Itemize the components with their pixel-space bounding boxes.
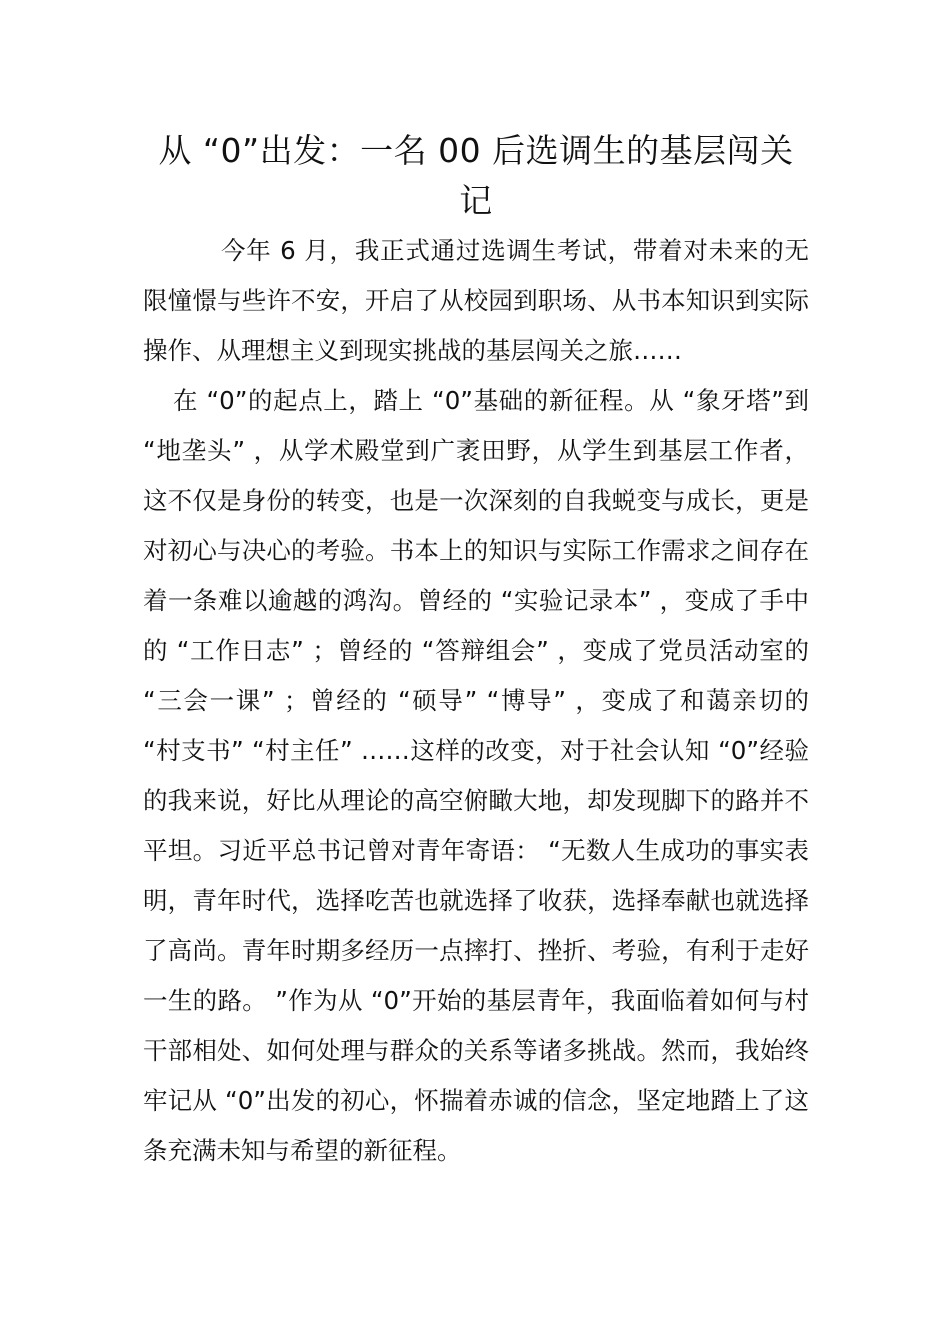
paragraph-intro: 今年 6 月，我正式通过选调生考试，带着对未来的无限憧憬与些许不安，开启了从校园到职场、从书本知识到实际操作、从理想主义到现实挑战的基层闯关之旅…… [143, 236, 809, 365]
document-title: 从 “0”出发：一名 00 后选调生的基层闯关记 [158, 131, 794, 220]
document-page [143, 126, 809, 1176]
paragraph-body: 在 “0”的起点上，踏上 “0”基础的新征程。从 “象牙塔”到 “地垄头” ，从学术殿堂到广袤田野，从学生到基层工作者，这不仅是身份的转变，也是一次深刻的自我蜕变与成长，更是对初心与决心的考验。书本上的知识与实际工作需求之间存在着一条难以逾越的鸿沟。曾经的 “实验记录本” ，变成了手中的 “工作日志” ；曾经的 “答辩组会” ，变成了党员活动室的 “三会一课” ；曾经的 “硕导” “博导” ，变成了和蔼亲切的 “村支书” “村主任” ……这样的改变，对于社会认知 “0”经验的我来说，好比从理论的高空俯瞰大地，却发现脚下的路并不平坦。习近平总书记曾对青年寄语： “无数人生成功的事实表明，青年时代，选择吃苦也就选择了收获，选择奉献也就选择了高尚。青年时期多经历一点摔打、挫折、考验，有利于走好一生的路。 ”作为从 “0”开始的基层青年，我面临着如何与村干部相处、如何处理与群众的关系等诸多挑战。然而，我始终牢记从 “0”出发的初心，怀揣着赤诚的信念，坚定地踏上了这条充满未知与希望的新征程。 [143, 386, 809, 1165]
